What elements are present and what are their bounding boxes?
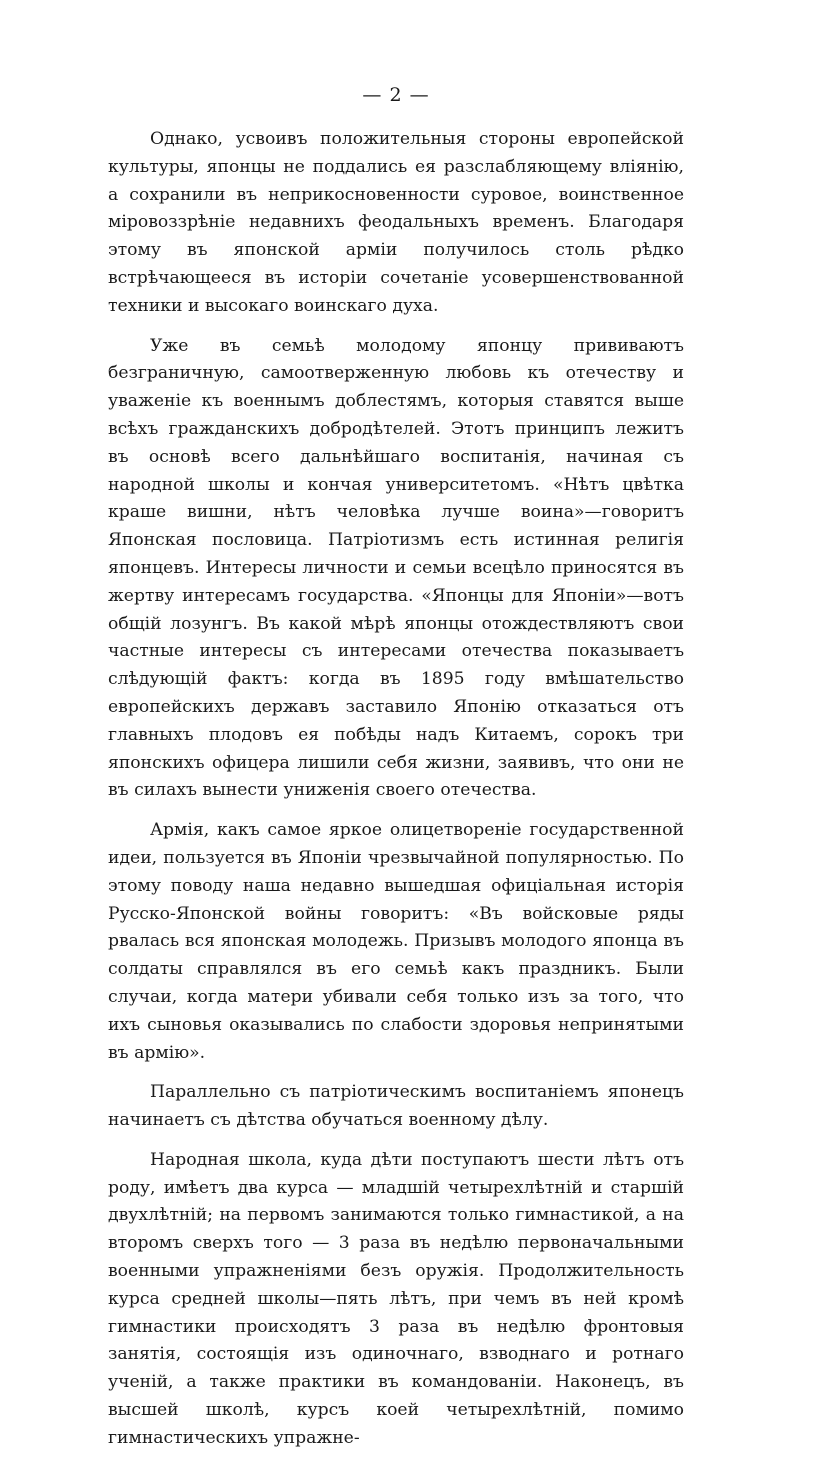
paragraph-5: Народная школа, куда дѣти поступаютъ шести лѣтъ отъ роду, имѣетъ два курса — младшій четырехлѣтній и старшій двухлѣтній; на первомъ занимаются только гимнастикой, а на второмъ сверхъ того — 3 раза въ недѣлю первоначальными военными упражненіями безъ оружія. Продолжительность курса средней школы—пять лѣтъ, при чемъ въ ней кромѣ гимнастики происходятъ 3 раза въ недѣлю фронтовыя занятія, состоящія изъ одиночнаго, взводнаго и ротнаго ученій, а также практики въ командованіи. Наконецъ, въ высшей школѣ, курсъ коей четырехлѣтній, помимо гимнастическихъ упражне- bbox=[108, 1149, 684, 1448]
paragraph-4: Параллельно съ патріотическимъ воспитаніемъ японецъ начинаетъ съ дѣтства обучаться военному дѣлу. bbox=[108, 1082, 684, 1131]
page-number: — 2 — bbox=[362, 84, 430, 106]
paragraph-1: Однако, усвоивъ положительныя стороны европейской культуры, японцы не поддались ея разслабляющему вліянію, а сохранили въ неприкосновенности суровое, воинственное міровоззрѣніе недавнихъ феодальныхъ временъ. Благодаря этому въ японской арміи получилось столь рѣдко встрѣчающееся въ исторіи сочетаніе усовершенствованной техники и высокаго воинскаго духа. bbox=[108, 129, 684, 316]
paragraph-3: Армія, какъ самое яркое олицетвореніе государственной идеи, пользуется въ Японіи чрезвычайной популярностью. По этому поводу наша недавно вышедшая офиціальная исторія Русско-Японской войны говоритъ: «Въ войсковые ряды рвалась вся японская молодежь. Призывъ молодого японца въ солдаты справлялся въ его семьѣ какъ праздникъ. Были случаи, когда матери убивали себя только изъ за того, что ихъ сыновья оказывались по слабости здоровья непринятыми въ армію». bbox=[108, 820, 684, 1063]
paragraph-2: Уже въ семьѣ молодому японцу прививаютъ безграничную, самоотверженную любовь къ отечеству и уваженіе къ военнымъ доблестямъ, которыя ставятся выше всѣхъ гражданскихъ добродѣтелей. Этотъ принципъ лежитъ въ основѣ всего дальнѣйшаго воспитанія, начиная съ народной школы и кончая университетомъ. «Нѣтъ цвѣтка краше вишни, нѣтъ человѣка лучше воина»—говоритъ Японская пословица. Патріотизмъ есть истинная религія японцевъ. Интересы личности и семьи всецѣло приносятся въ жертву интересамъ государства. «Японцы для Японіи»—вотъ общій лозунгъ. Въ какой мѣрѣ японцы отождествляютъ свои частные интересы съ интересами отечества показываетъ слѣдующій фактъ: когда въ 1895 году вмѣшательство европейскихъ державъ заставило Японію отказаться отъ главныхъ плодовъ ея побѣды надъ Китаемъ, сорокъ три японскихъ офицера лишили себя жизни, заявивъ, что они не въ силахъ вынести униженія своего отечества. bbox=[108, 335, 684, 801]
document-page bbox=[108, 84, 684, 1465]
